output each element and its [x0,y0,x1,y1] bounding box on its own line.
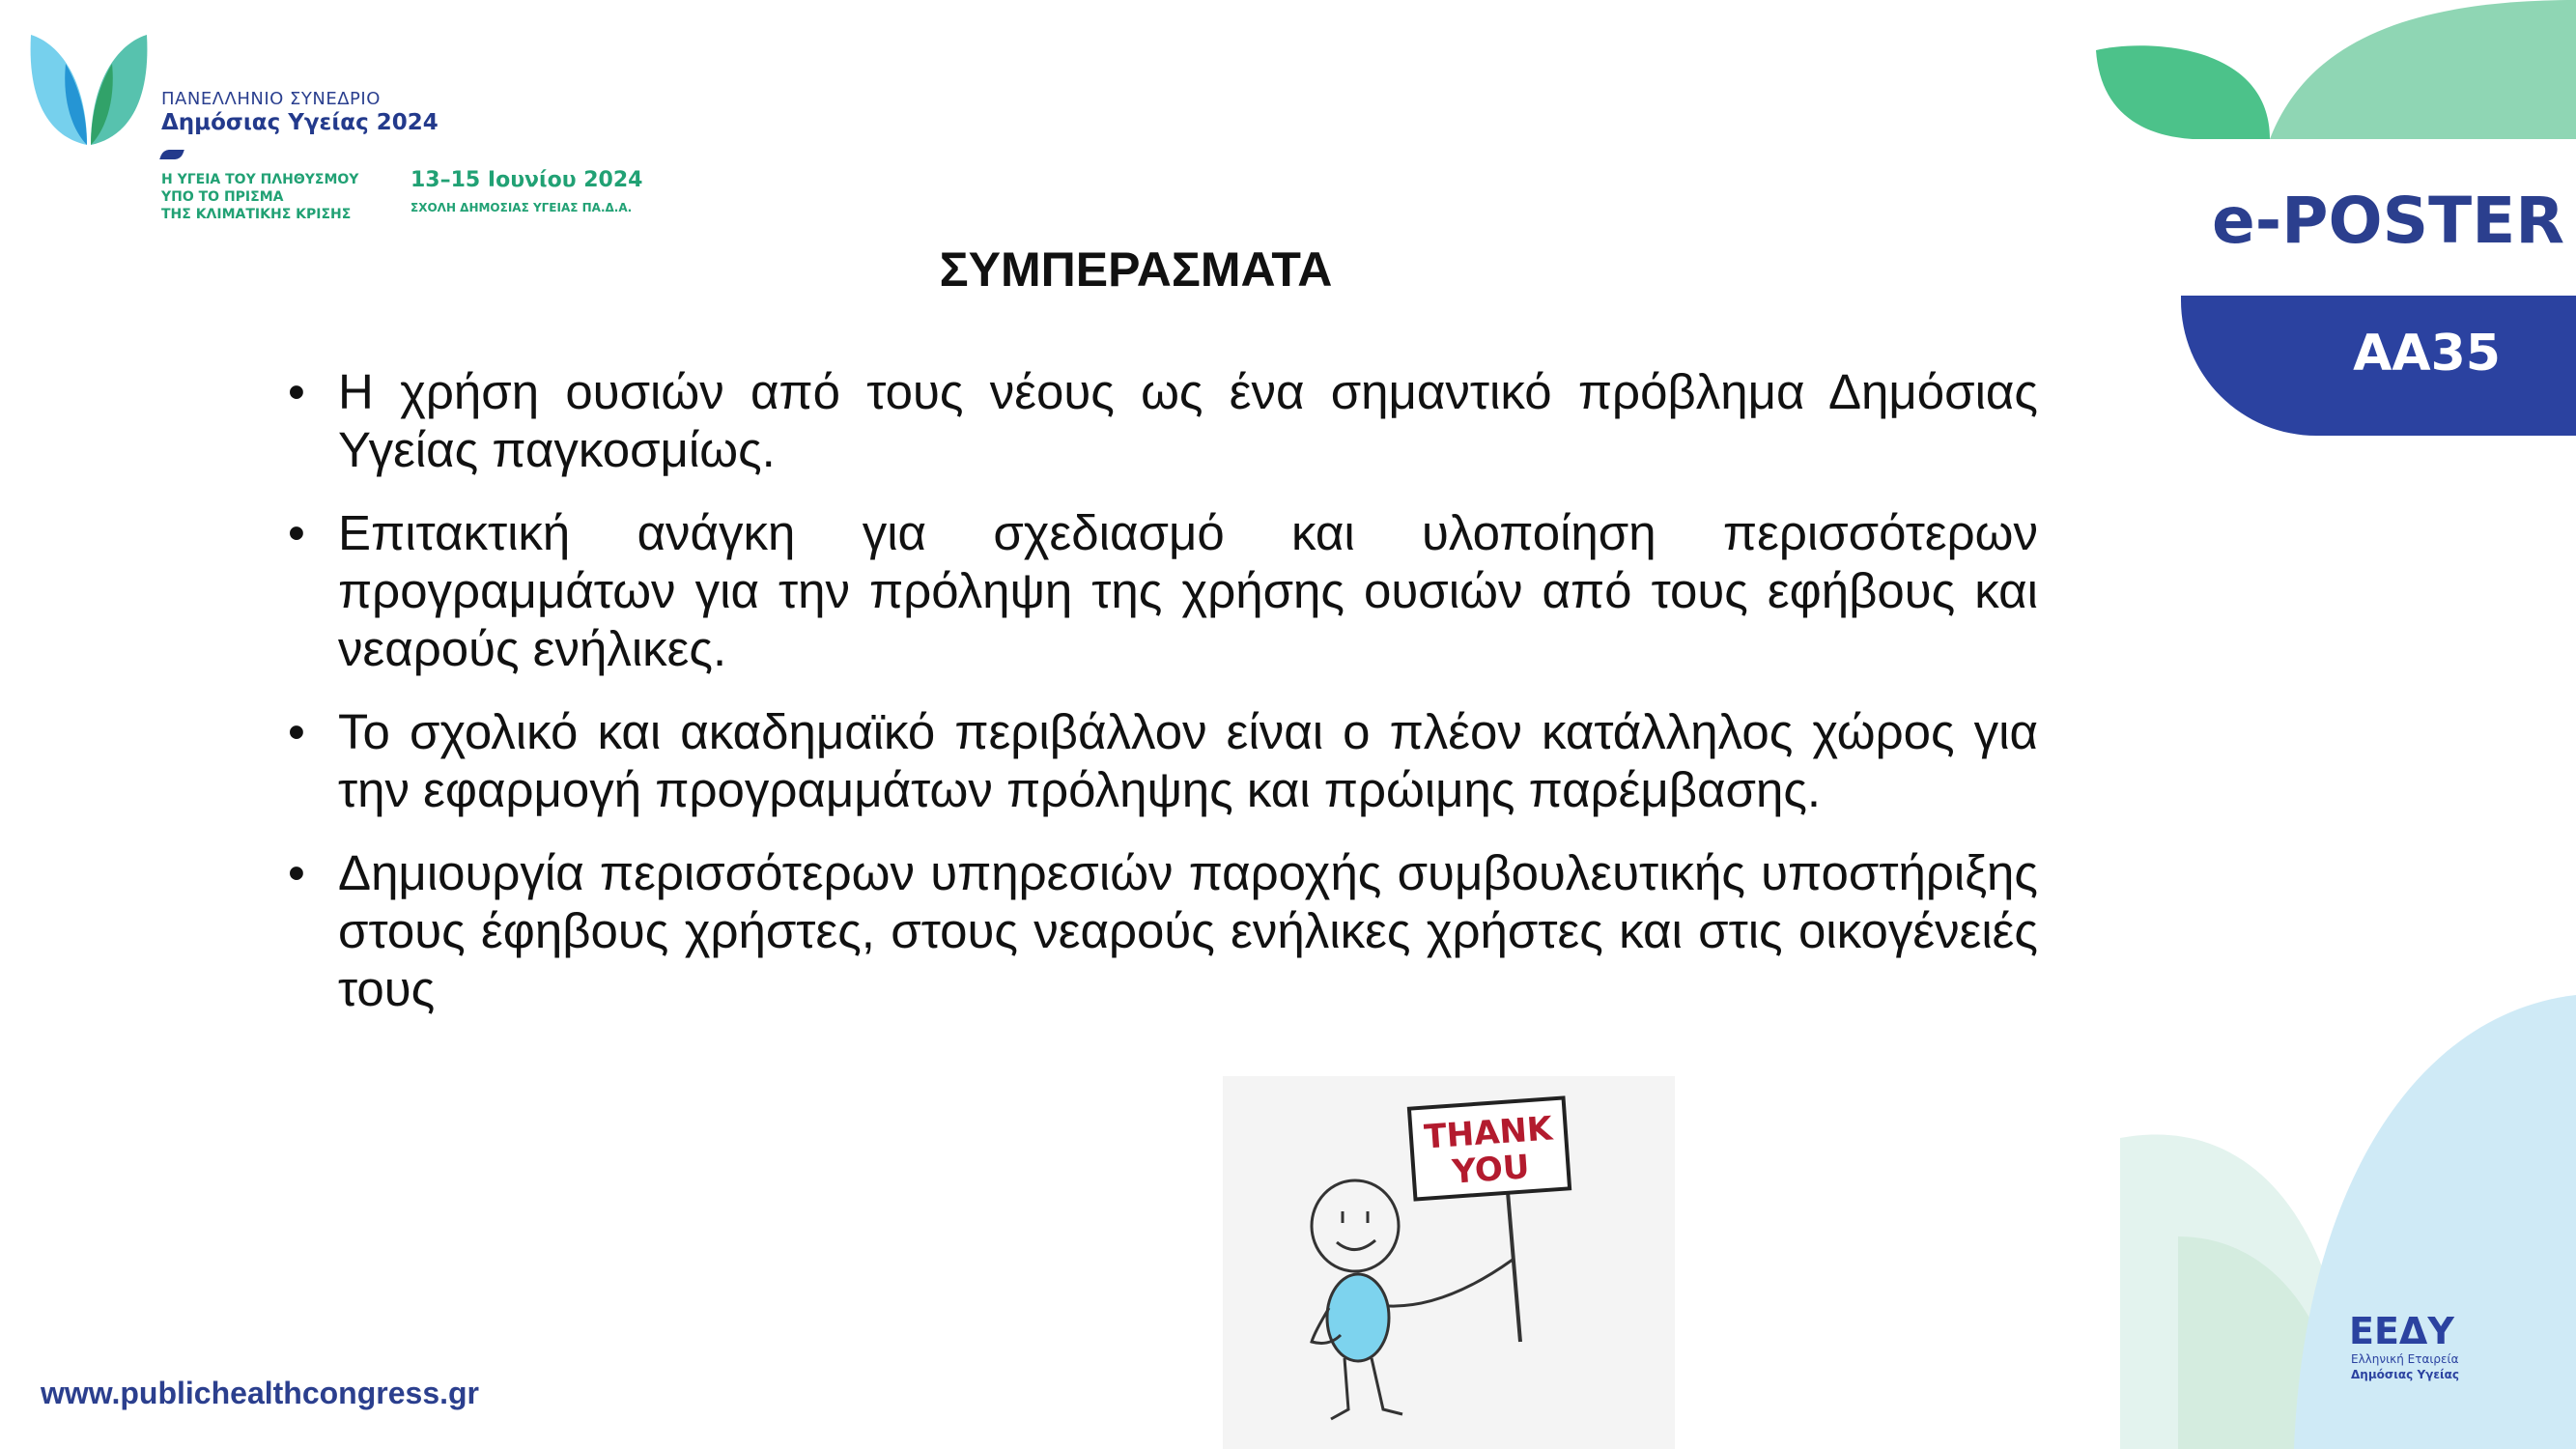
congress-tagline [161,171,358,223]
congress-host-school: ΣΧΟΛΗ ΔΗΜΟΣΙΑΣ ΥΓΕΙΑΣ ΠΑ.Δ.Α. [410,201,633,214]
website-link[interactable]: www.publichealthcongress.gr [41,1376,479,1410]
congress-leaf-logo [23,25,155,149]
conclusions-list [288,363,2038,1043]
conclusion-item-4 [288,844,2038,1018]
poster-code: AA35 [2353,325,2501,383]
sign-text-line1: THANK [1423,1109,1554,1157]
conclusion-text: Επιτακτική ανάγκη για σχεδιασμό και υλοποίηση περισσότερων προγραμμάτων για την πρόληψη της χρήσης ουσιών από τους εφήβους και νεαρούς ενήλικες. [338,505,2038,676]
bullet-marker: • [288,704,305,759]
society-logo [2347,1309,2463,1386]
thank-you-illustration [1223,1076,1675,1449]
congress-dates: 13–15 Ιουνίου 2024 [410,168,643,192]
bullet-marker: • [288,505,305,560]
conclusion-text: Η χρήση ουσιών από τους νέους ως ένα σημαντικό πρόβλημα Δημόσιας Υγείας παγκοσμίως. [338,364,2038,477]
conclusion-text: Το σχολικό και ακαδημαϊκό περιβάλλον είναι ο πλέον κατάλληλος χώρος για την εφαρμογή προγραμμάτων πρόληψης και πρώιμης παρέμβασης. [338,704,2038,817]
logo-accent-mark [159,150,184,159]
congress-name-line1: ΠΑΝΕΛΛΗΝΙΟ ΣΥΝΕΔΡΙΟ [161,89,381,109]
tagline-line3: ΤΗΣ ΚΛΙΜΑΤΙΚΗΣ ΚΡΙΣΗΣ [161,207,352,222]
congress-name-line2: Δημόσιας Υγείας 2024 [161,110,439,135]
society-logo-line2: Δημόσιας Υγείας [2351,1368,2460,1381]
conclusion-text: Δημιουργία περισσότερων υπηρεσιών παροχής συμβουλευτικής υποστήριξης στους έφηβους χρήστες, στους νεαρούς ενήλικες χρήστες και στις οικογένειές τους [338,845,2038,1016]
conclusion-item-2 [288,504,2038,678]
section-title: ΣΥΜΠΕΡΑΣΜΑΤΑ [939,242,1333,297]
tagline-line2: ΥΠΟ ΤΟ ΠΡΙΣΜΑ [161,189,284,205]
bullet-marker: • [288,364,305,419]
conclusion-item-3 [288,703,2038,819]
society-logo-mark: ΕΕΔΥ [2349,1310,2454,1352]
bullet-marker: • [288,845,305,900]
top-right-leaf-decoration [2086,0,2576,145]
tagline-line1: Η ΥΓΕΙΑ ΤΟΥ ΠΛΗΘΥΣΜΟΥ [161,172,359,187]
society-logo-line1: Ελληνική Εταιρεία [2351,1352,2459,1366]
sign-text-line2: YOU [1451,1148,1531,1192]
conclusion-item-1 [288,363,2038,479]
e-poster-label: e-POSTER [2212,184,2565,258]
